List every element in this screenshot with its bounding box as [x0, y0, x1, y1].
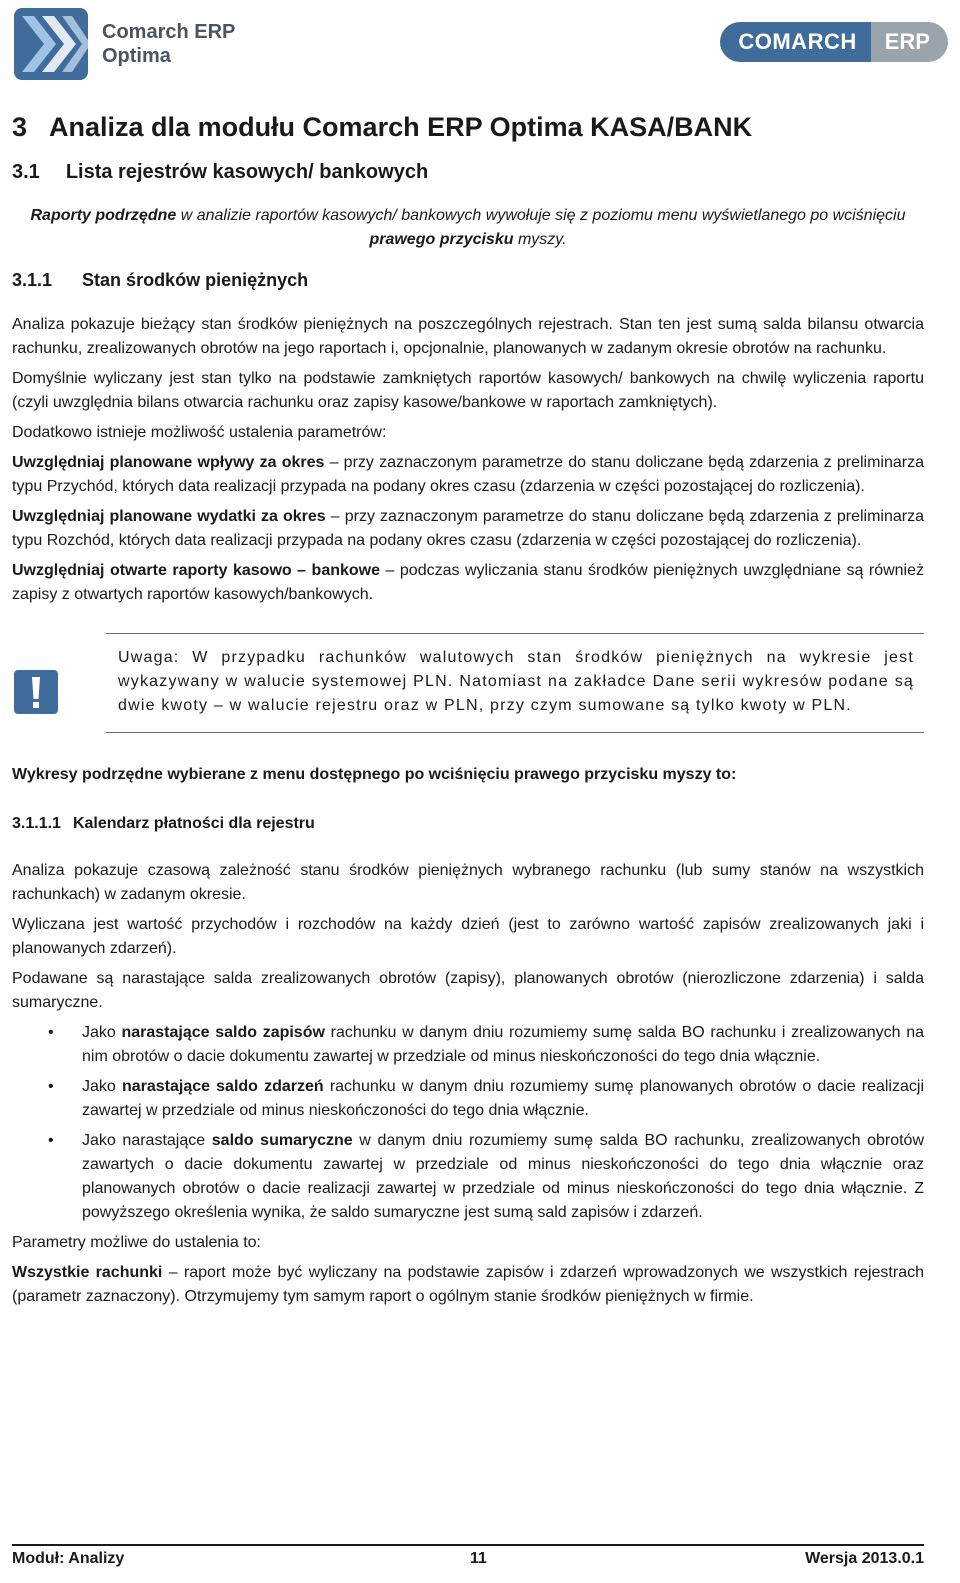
header-product-logo — [14, 8, 235, 80]
param-label: Uwzględniaj otwarte raporty kasowo – bankowe — [12, 562, 381, 579]
param-label: Uwzględniaj planowane wpływy za okres — [12, 454, 325, 471]
paragraph: Domyślnie wyliczany jest stan tylko na podstawie zamkniętych raportów kasowych/ bankowych na chwilę wyliczenia raportu (czyli uwzględnia bilans otwarcia rachunku oraz zapisy kasowe/bankowe w raportach zamkniętych). — [12, 370, 924, 411]
list-item — [12, 1021, 924, 1069]
list-item-bold: narastające saldo zapisów — [121, 1024, 325, 1041]
subsection-title: Lista rejestrów kasowych/ bankowych — [65, 161, 429, 183]
brand-comarch: COMARCH — [720, 22, 870, 62]
subsection-heading — [12, 161, 924, 184]
footer-module: Moduł: Analizy — [12, 1550, 125, 1567]
brand-erp: ERP — [871, 22, 948, 62]
param-description: – raport może być wyliczany na podstawie zapisów i zdarzeń wprowadzonych we wszystkich rejestrach (parametr zaznaczony). Otrzymujemy tym samym raport o ogólnym stanie środków pieniężnych w firmie. — [12, 1264, 925, 1305]
subsection-number: 3.1 — [12, 161, 40, 183]
paragraph: Podawane są narastające salda zrealizowanych obrotów (zapisy), planowanych obrotów (nierozliczone zdarzenia) i salda sumaryczne. — [12, 970, 924, 1011]
param-description: – podczas wyliczania stanu środków pieniężnych uwzględniane są również zapisy z otwartych raportów kasowych/bankowych. — [12, 562, 925, 603]
intro-text-2: myszy. — [513, 231, 567, 248]
footer-page-number: 11 — [470, 1550, 487, 1567]
subsubsubsection-heading — [12, 815, 924, 833]
list-item-bold: saldo sumaryczne — [211, 1132, 353, 1149]
section-heading — [12, 112, 924, 143]
paragraph: Analiza pokazuje bieżący stan środków pieniężnych na poszczególnych rejestrach. Stan ten jest sumą salda bilansu otwarcia rachunku, zrealizowanych obrotów na jego raportach i, opcjonalnie, planowanych w zadanym okresie obrotów na rachunku. — [12, 316, 924, 357]
header-product-name — [102, 20, 235, 68]
footer-version: Wersja 2013.0.1 — [805, 1550, 924, 1567]
section-title: Analiza dla modułu Comarch ERP Optima KASA/BANK — [49, 112, 753, 142]
section-number: 3 — [12, 112, 28, 142]
warning-note-text: Uwaga: W przypadku rachunków walutowych stan środków pieniężnych na wykresie jest wykazywany w walucie systemowej PLN. Natomiast na zakładce Dane serii wykresów podane są dwie kwoty – w walucie rejestru oraz w PLN, przy czym sumowane są tylko kwoty w PLN. — [118, 649, 914, 714]
list-item-text: Jako narastające — [82, 1132, 212, 1149]
paragraph: Analiza pokazuje czasową zależność stanu środków pieniężnych wybranego rachunku (lub sumy stanów na wszystkich rachunkach) w zadanym okresie. — [12, 862, 924, 903]
chevron-arrow-logo-icon — [14, 8, 88, 80]
list-item-text: rachunku w danym dniu rozumiemy sumę planowanych obrotów o dacie realizacji zawartej w przedziale od minus nieskończoności do tego dnia włącznie. — [82, 1078, 924, 1119]
paragraph: Wyliczana jest wartość przychodów i rozchodów na każdy dzień (jest to zarówno wartość zapisów zrealizowanych jaki i planowanych zdarzeń). — [12, 916, 924, 957]
params-lead: Parametry możliwe do ustalenia to: — [12, 1234, 261, 1251]
list-item — [12, 1129, 924, 1225]
subsubsection-heading — [12, 270, 924, 291]
param-description: – przy zaznaczonym parametrze do stanu doliczane będą zdarzenia z preliminarza typu Rozchód, których data realizacji przypada na podany okres czasu (zdarzenia w części pozostającej do rozliczenia). — [12, 508, 924, 549]
list-item-text: w danym dniu rozumiemy sumę salda BO rachunku, zrealizowanych obrotów zawartych o dacie dokumentu zawartej w przedziale od minus nieskończoności do tego dnia włącznie oraz planowanych obrotów o dacie realizacji zawartej w przedziale od minus nieskończoności do tego dnia włącznie. Z powyższego określenia wynika, że saldo sumaryczne jest sumą sald zapisów i zdarzeń. — [82, 1132, 925, 1221]
param-planned-income — [12, 451, 924, 499]
subsubsubsection-number: 3.1.1.1 — [12, 815, 61, 832]
subsubsubsection-title: Kalendarz płatności dla rejestru — [72, 815, 315, 832]
warning-note — [106, 633, 924, 733]
param-all-accounts — [12, 1261, 924, 1309]
header-product-line2: Optima — [102, 45, 171, 67]
param-description: – przy zaznaczonym parametrze do stanu doliczane będą zdarzenia z preliminarza typu Przychód, których data realizacji przypada na podany okres czasu (zdarzenia w części pozostającej do rozliczenia). — [12, 454, 924, 495]
header-product-line1: Comarch ERP — [102, 21, 236, 43]
bullet-list — [12, 1021, 924, 1225]
list-item-text: rachunku w danym dniu rozumiemy sumę salda BO rachunku i zrealizowanych na nim obrotów o dacie dokumentu zawartej w przedziale od minus nieskończoności do tego dnia włącznie. — [82, 1024, 924, 1065]
intro-paragraph — [12, 204, 924, 252]
paragraph: Dodatkowo istnieje możliwość ustalenia parametrów: — [12, 424, 387, 441]
subsubsection-title: Stan środków pieniężnych — [82, 270, 309, 290]
param-planned-expenses — [12, 505, 924, 553]
subsubsection-number: 3.1.1 — [12, 270, 53, 290]
param-label: Uwzględniaj planowane wydatki za okres — [12, 508, 326, 525]
param-label: Wszystkie rachunki — [12, 1264, 163, 1281]
list-item-bold: narastające saldo zdarzeń — [121, 1078, 324, 1095]
list-item-text: Jako — [82, 1024, 122, 1041]
list-item — [12, 1075, 924, 1123]
param-open-reports — [12, 559, 924, 607]
list-item-text: Jako — [82, 1078, 122, 1095]
page-footer — [12, 1544, 924, 1568]
intro-bold-1: Raporty podrzędne — [30, 207, 177, 224]
intro-text-1: w analizie raportów kasowych/ bankowych wywołuje się z poziomu menu wyświetlanego po wciśnięciu — [176, 207, 906, 224]
exclamation-icon — [14, 670, 58, 714]
page-content — [12, 112, 924, 1315]
header-brand-logo — [720, 22, 948, 62]
charts-lead: Wykresy podrzędne wybierane z menu dostępnego po wciśnięciu prawego przycisku myszy to: — [12, 766, 737, 783]
intro-bold-2: prawego przycisku — [369, 231, 514, 248]
